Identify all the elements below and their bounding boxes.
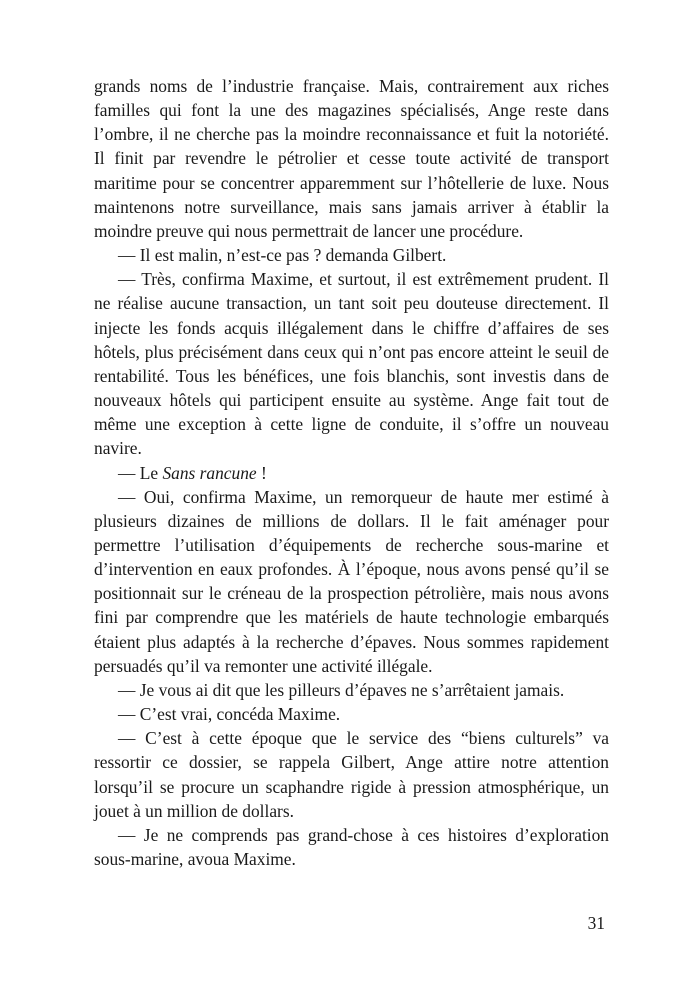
paragraph-3-text: — Très, confirma Maxime, et surtout, il est extrêmement prudent. Il ne réalise aucune transaction, un tant soit peu douteuse directement. Il injecte les fonds acquis illégalement dans le chiffre d’affaires de ses hôtels, plus précisément dans ceux qui n’ont pas encore atteint le seuil de rentabilité. Tous les bénéfices, une fois blanchis, sont investis dans de nouveaux hôtels qui participent ensuite au système. Ange fait tout de même une exception à cette ligne de conduite, il s’offre un nouveau navire. bbox=[94, 269, 609, 459]
paragraph-1 bbox=[94, 74, 609, 243]
paragraph-4-text-b: ! bbox=[256, 462, 267, 483]
paragraph-5 bbox=[94, 485, 609, 678]
paragraph-4 bbox=[94, 461, 609, 485]
paragraph-8-text: — C’est à cette époque que le service des “biens culturels” va ressortir ce dossier, se rappela Gilbert, Ange attire notre attention lorsqu’il se procure un scaphandre rigide à pression atmosphérique, un jouet à un million de dollars. bbox=[94, 728, 609, 821]
paragraph-9-text: — Je ne comprends pas grand-chose à ces histoires d’exploration sous-marine, avoua Maxime. bbox=[94, 824, 609, 869]
paragraph-7-text: — C’est vrai, concéda Maxime. bbox=[118, 704, 341, 725]
paragraph-4-text-a: — Le bbox=[118, 462, 163, 483]
paragraph-9 bbox=[94, 823, 609, 871]
paragraph-3 bbox=[94, 267, 609, 460]
ship-name: Sans rancune bbox=[162, 462, 257, 483]
paragraph-1-text: grands noms de l’industrie française. Mais, contrairement aux riches familles qui font la une des magazines spécialisés, Ange reste dans l’ombre, il ne cherche pas la moindre reconnaissance et fuit la notoriété. Il finit par revendre le pétrolier et cesse toute activité de transport maritime pour se concentrer apparemment sur l’hôtellerie de luxe. Nous maintenons notre surveillance, mais sans jamais arriver à établir la moindre preuve qui nous permettrait de lancer une procédure. bbox=[94, 76, 609, 241]
paragraph-7 bbox=[94, 702, 609, 726]
paragraph-2 bbox=[94, 243, 609, 267]
page-number: 31 bbox=[587, 913, 605, 933]
book-page-text bbox=[94, 74, 609, 871]
paragraph-6 bbox=[94, 678, 609, 702]
paragraph-6-text: — Je vous ai dit que les pilleurs d’épaves ne s’arrêtaient jamais. bbox=[118, 679, 565, 700]
paragraph-2-text: — Il est malin, n’est-ce pas ? demanda Gilbert. bbox=[118, 245, 447, 266]
paragraph-5-text: — Oui, confirma Maxime, un remorqueur de haute mer estimé à plusieurs dizaines de millions de dollars. Il le fait aménager pour permettre l’utilisation d’équipements de recherche sous-marine et d’intervention en eaux profondes. À l’époque, nous avons pensé qu’il se positionnait sur le créneau de la prospection pétrolière, mais nous avons fini par comprendre que les matériels de haute technologie embarqués étaient plus adaptés à la recherche d’épaves. Nous sommes rapidement persuadés qu’il va remonter une activité illégale. bbox=[94, 486, 609, 676]
paragraph-8 bbox=[94, 726, 609, 823]
